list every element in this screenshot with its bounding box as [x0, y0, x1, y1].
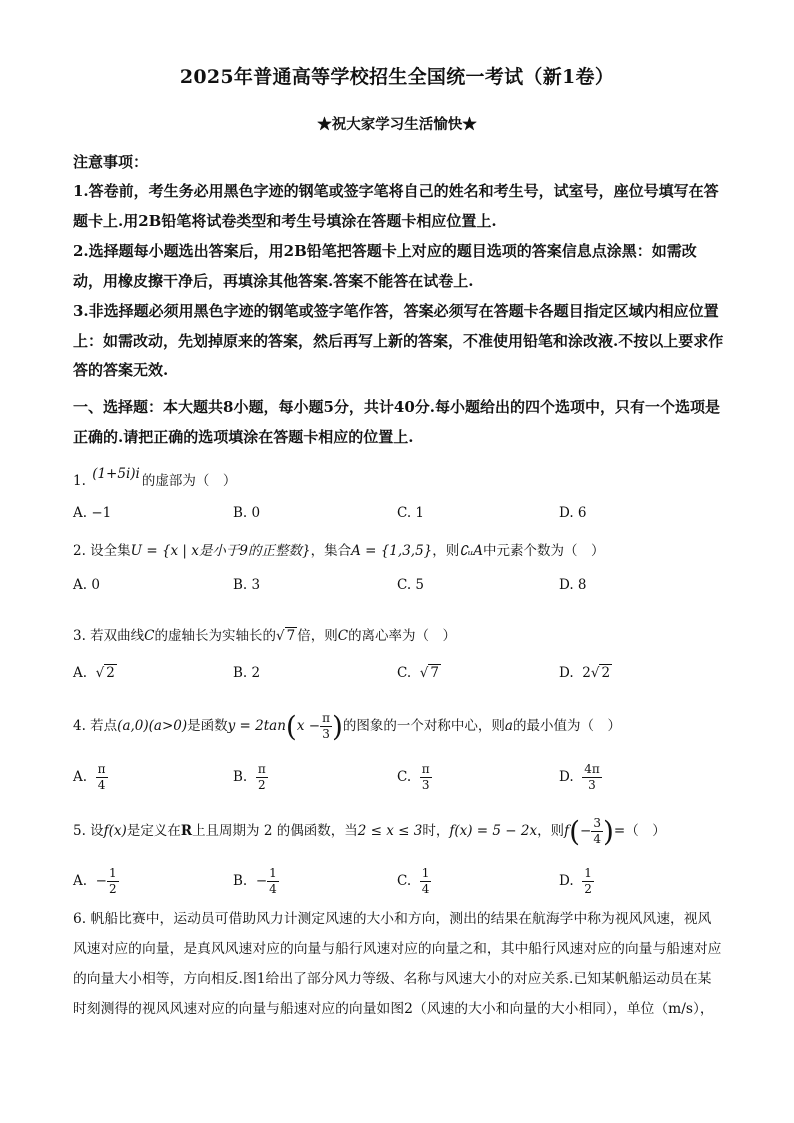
numerator: 1 [269, 866, 277, 880]
question-text: 3. 若双曲线 [73, 628, 145, 644]
numerator: 3 [593, 816, 601, 830]
option-label: A. [73, 665, 88, 681]
paren-right: ) [602, 815, 614, 848]
option-a [73, 665, 117, 681]
question-3 [73, 624, 456, 644]
option-c: C. 5 [397, 577, 425, 593]
fraction [256, 762, 268, 793]
notice-item-1: 1.答卷前，考生务必用黑色字迹的钢笔或签字笔将自己的姓名和考生号，试室号，座位号填写在答题卡上.用2B铅笔将试卷类型和考生号填涂在答题卡相应位置上. [73, 182, 719, 230]
numerator: π [421, 762, 430, 776]
denominator: 3 [421, 778, 430, 792]
option-d [559, 866, 594, 897]
sqrt-expression: √ 2 [95, 665, 115, 681]
exam-title: 2025年普通高等学校招生全国统一考试（新1卷） [179, 66, 615, 88]
option-b [233, 866, 279, 897]
sqrt-expression: √ 7 [276, 628, 296, 644]
option-label: B. [233, 769, 248, 785]
question-1 [73, 466, 237, 489]
fraction [420, 866, 432, 897]
numerator: π [322, 711, 330, 725]
question-text: ，则 [432, 543, 460, 559]
question-number: 1. [73, 473, 86, 489]
fraction [420, 762, 432, 793]
fraction [96, 762, 108, 793]
numerator: 1 [584, 866, 592, 880]
function-fx: f(x) [103, 823, 127, 839]
exam-subtitle: ★祝大家学习生活愉快★ [317, 116, 477, 133]
notice-item-2: 2.选择题每小题选出答案后，用2B铅笔把答题卡上对应的题目选项的答案信息点涂黑：如需改动，用橡皮擦干净后，再填涂其他答案.答案不能答在试卷上. [73, 242, 697, 290]
notice-heading: 注意事项： [73, 153, 149, 171]
question-text: 倍，则 [297, 628, 338, 644]
option-b: B. 2 [233, 665, 261, 681]
denominator: 4 [421, 882, 430, 896]
option-label: D. [559, 665, 574, 681]
radicand: 7 [286, 628, 296, 644]
point-expression: (a,0)(a>0) [117, 718, 188, 734]
denominator: 2 [257, 778, 266, 792]
denominator: 4 [269, 882, 277, 896]
numerator: 4π [584, 762, 600, 776]
question-text: 的离心率为（ ） [348, 628, 457, 644]
fraction [267, 866, 279, 897]
variable-a: a [504, 718, 513, 734]
set-u: U = {x | x是小于9的正整数} [130, 543, 311, 559]
option-a: A. 0 [73, 577, 100, 593]
option-a [73, 866, 119, 897]
denominator: 3 [322, 727, 330, 741]
sqrt-expression: √ 2 [590, 665, 611, 681]
option-label: C. [397, 665, 412, 681]
option-c [397, 866, 431, 897]
negative-sign: − [95, 873, 107, 889]
numerator: π [97, 762, 106, 776]
fraction [582, 762, 602, 793]
option-b: B. 0 [233, 505, 261, 521]
option-d [559, 762, 602, 793]
option-c [397, 762, 432, 793]
q1-expression: (1+5i)i [92, 466, 140, 482]
option-label: D. [559, 873, 574, 889]
denominator: 4 [593, 832, 601, 846]
option-c: C. 1 [397, 505, 425, 521]
question-text: 是定义在 [126, 823, 181, 839]
option-label: A. [73, 769, 88, 785]
radicand: 7 [430, 665, 439, 681]
paren-left: ( [569, 815, 580, 848]
option-d: D. 8 [559, 577, 587, 593]
question-text: =（ ） [613, 823, 666, 839]
coefficient: 2 [582, 665, 591, 681]
question-text: 5. 设 [73, 823, 104, 839]
fraction [591, 816, 603, 847]
question-text: 的虚轴长为实轴长的 [154, 628, 277, 644]
denominator: 2 [108, 882, 117, 896]
paren-right: ) [331, 710, 343, 743]
function-f: f [564, 823, 570, 839]
option-c [397, 665, 441, 681]
option-label: C. [397, 873, 412, 889]
question-text: 4. 若点 [73, 718, 118, 734]
question-text: 上且周期为 2 的偶函数，当 [192, 823, 358, 839]
question-text: 的最小值为（ ） [512, 718, 621, 734]
section-heading: 一、选择题：本大题共8小题，每小题5分，共计40分.每小题给出的四个选项中，只有一个选项是正确的.请把正确的选项填涂在答题卡相应的位置上. [73, 398, 720, 446]
radicand: 2 [106, 665, 115, 681]
option-label: B. [233, 873, 248, 889]
question-text: 时， [422, 823, 450, 839]
option-label: A. [73, 873, 88, 889]
paren-left: ( [285, 710, 297, 743]
question-4 [73, 710, 621, 743]
question-text: 中元素个数为（ ） [482, 543, 605, 559]
option-b [233, 762, 268, 793]
curve-c: C [144, 628, 155, 644]
curve-c: C [337, 628, 349, 644]
question-2 [73, 539, 604, 559]
question-6: 6. 帆船比赛中，运动员可借助风力计测定风速的大小和方向，测出的结果在航海学中称为视风风速，视风风速对应的向量，是真风风速对应的向量与船行风速对应的向量之和，其中船行风速对应的向量与船速对应的向量大小相等，方向相反.图1给出了部分风力等级、名称与风速大小的对应关系.已知某帆船运动员在某时刻测得的视风风速对应的向量与船速对应的向量如图2（风速的大小和向量的大小相同），单位（m/s）， [73, 911, 722, 1017]
fraction [320, 711, 332, 742]
argument: x − [296, 718, 321, 734]
numerator: 1 [421, 866, 430, 880]
numerator: π [257, 762, 266, 776]
question-text: 2. 设全集 [73, 543, 131, 559]
range-expression: 2 ≤ x ≤ 3 [357, 823, 423, 839]
sqrt-expression: √ 7 [419, 665, 439, 681]
question-5 [73, 815, 666, 848]
set-a: A = {1,3,5} [351, 543, 433, 559]
notice-item-3: 3.非选择题必须用黑色字迹的钢笔或签字笔作答，答案必须写在答题卡各题目指定区域内相应位置上：如需改动，先划掉原来的答案，然后再写上新的答案，不准使用铅笔和涂改液.不按以上要求作答的答案无效. [73, 302, 724, 379]
numerator: 1 [108, 866, 117, 880]
question-text: 是函数 [187, 718, 228, 734]
question-text: 的虚部为（ ） [141, 473, 237, 489]
question-text: ，集合 [310, 543, 352, 559]
formula-expression: f(x) = 5 − 2x [449, 823, 538, 839]
question-text: ，则 [537, 823, 565, 839]
option-d: D. 6 [559, 505, 587, 521]
fraction [582, 866, 594, 897]
option-b: B. 3 [233, 577, 261, 593]
option-label: D. [559, 769, 574, 785]
radicand: 2 [601, 665, 611, 681]
negative-sign: − [580, 823, 592, 839]
option-label: C. [397, 769, 412, 785]
option-d [559, 665, 612, 681]
real-set: R [180, 823, 193, 839]
option-a [73, 762, 108, 793]
option-a: A. −1 [73, 505, 112, 521]
negative-sign: − [255, 873, 268, 889]
denominator: 2 [584, 882, 592, 896]
function-expression: y = 2tan [227, 718, 286, 734]
denominator: 3 [588, 778, 596, 792]
complement: ∁ᵤA [459, 543, 483, 559]
denominator: 4 [97, 778, 106, 792]
question-text: 的图象的一个对称中心，则 [342, 718, 505, 734]
fraction [107, 866, 119, 897]
